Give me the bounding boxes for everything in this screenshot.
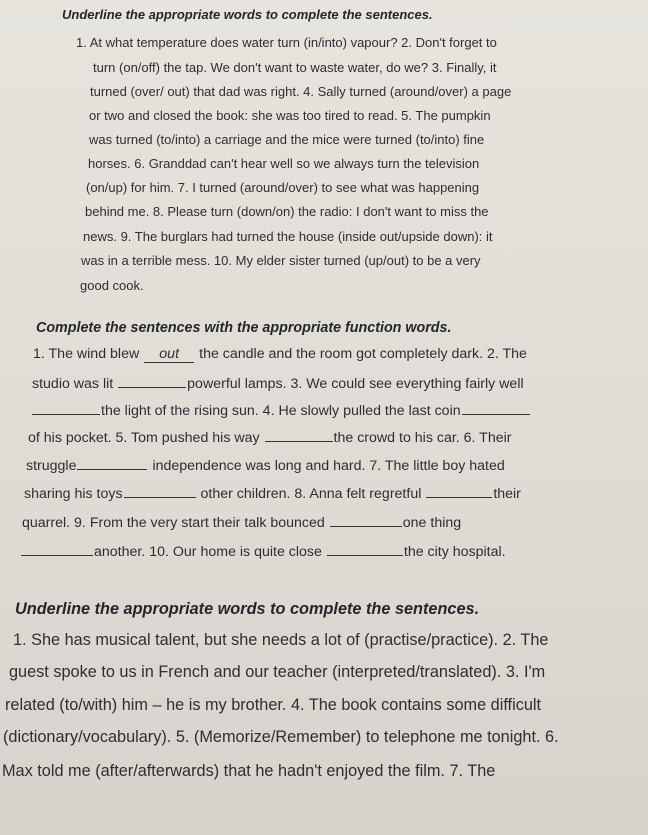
exercise-1-line: good cook.	[80, 278, 144, 293]
answer-blank[interactable]	[32, 400, 100, 415]
sentence-text: the city hospital.	[403, 544, 506, 561]
sentence-text: other children. 8. Anna felt regretful	[200, 486, 422, 503]
answer-blank[interactable]	[21, 541, 93, 556]
exercise-3-line: Max told me (after/afterwards) that he hadn't enjoyed the film. 7. The	[2, 762, 496, 780]
exercise-2-line	[32, 373, 524, 392]
answer-blank[interactable]	[265, 427, 333, 442]
sentence-text: 1. The wind blew	[33, 346, 140, 362]
answer-blank[interactable]	[144, 346, 194, 363]
exercise-3-line: guest spoke to us in French and our teacher (interpreted/translated). 3. I'm	[9, 663, 546, 681]
exercise-3-line: (dictionary/vocabulary). 5. (Memorize/Remember) to telephone me tonight. 6.	[3, 728, 559, 746]
exercise-2-line	[33, 346, 527, 363]
answer-blank[interactable]	[462, 400, 530, 415]
exercise-1-line: turned (over/ out) that dad was right. 4. Sally turned (around/over) a page	[90, 84, 512, 99]
sentence-text: quarrel. 9. From the very start their talk bounced	[22, 515, 325, 532]
exercise-3-line: 1. She has musical talent, but she needs a lot of (practise/practice). 2. The	[13, 631, 549, 649]
sentence-text: studio was lit	[32, 376, 114, 393]
exercise-2-line	[24, 483, 521, 502]
answer-blank[interactable]	[426, 483, 492, 498]
exercise-1-line: or two and closed the book: she was too tired to read. 5. The pumpkin	[89, 108, 491, 123]
answer-blank[interactable]	[77, 455, 147, 470]
exercise-3-title: Underline the appropriate words to complete the sentences.	[15, 600, 480, 618]
answer-blank[interactable]	[118, 373, 186, 388]
exercise-2-line	[28, 427, 512, 446]
exercise-2-line	[31, 400, 531, 419]
filled-answer: out	[159, 346, 180, 362]
exercise-2-line	[26, 455, 505, 474]
sentence-text: sharing his toys	[24, 486, 123, 503]
exercise-1-line: turn (on/off) the tap. We don't want to waste water, do we? 3. Finally, it	[93, 60, 497, 75]
answer-blank[interactable]	[330, 512, 402, 527]
exercise-1-line: was turned (to/into) a carriage and the mice were turned (to/into) fine	[89, 132, 485, 147]
sentence-text: of his pocket. 5. Tom pushed his way	[28, 430, 260, 447]
answer-blank[interactable]	[327, 541, 403, 556]
exercise-2-line	[22, 512, 461, 531]
sentence-text: powerful lamps. 3. We could see everything fairly well	[187, 376, 524, 393]
exercise-1-line: news. 9. The burglars had turned the house (inside out/upside down): it	[83, 229, 493, 244]
exercise-1-line: horses. 6. Granddad can't hear well so we always turn the television	[88, 156, 480, 171]
exercise-1-title: Underline the appropriate words to complete the sentences.	[62, 7, 433, 22]
exercise-2-line	[20, 541, 506, 560]
sentence-text: independence was long and hard. 7. The little boy hated	[152, 458, 505, 475]
answer-blank[interactable]	[124, 483, 196, 498]
sentence-text: the candle and the room got completely dark. 2. The	[199, 346, 527, 362]
exercise-1-line: behind me. 8. Please turn (down/on) the radio: I don't want to miss the	[85, 204, 489, 219]
sentence-text: one thing	[402, 515, 462, 532]
exercise-2-title: Complete the sentences with the appropriate function words.	[36, 320, 452, 336]
exercise-1-line: (on/up) for him. 7. I turned (around/over) to see what was happening	[86, 180, 480, 195]
sentence-text: the crowd to his car. 6. Their	[333, 430, 512, 447]
exercise-1-line: 1. At what temperature does water turn (in/into) vapour? 2. Don't forget to	[76, 35, 497, 50]
sentence-text: struggle	[26, 458, 77, 475]
sentence-text: another. 10. Our home is quite close	[94, 544, 322, 561]
exercise-1-line: was in a terrible mess. 10. My elder sister turned (up/out) to be a very	[81, 253, 481, 268]
exercise-3-line: related (to/with) him – he is my brother. 4. The book contains some difficult	[5, 696, 542, 714]
sentence-text: their	[493, 486, 521, 503]
sentence-text: the light of the rising sun. 4. He slowly pulled the last coin	[101, 403, 461, 420]
